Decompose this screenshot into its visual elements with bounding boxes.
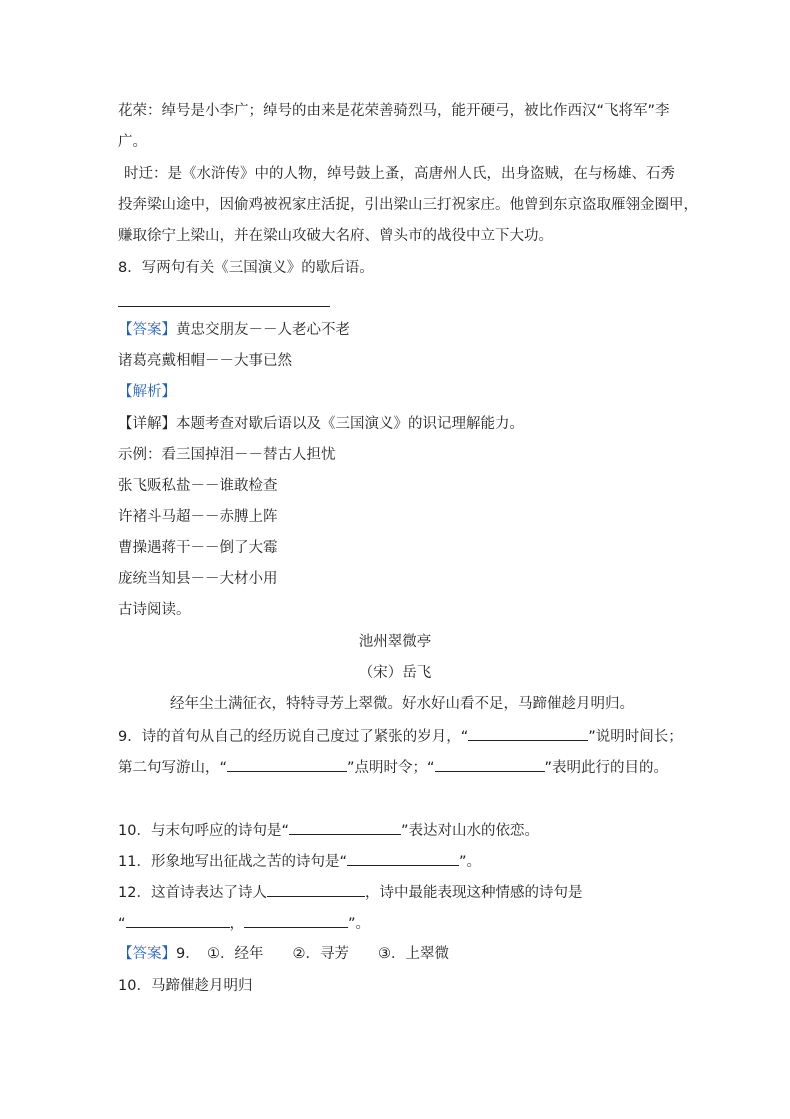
question-12-line2	[118, 913, 370, 934]
answer-blank	[435, 757, 545, 772]
example-3: 许褚斗马超－－赤膊上阵	[118, 509, 278, 525]
question-9-text-d: ”点明时令；“	[347, 760, 435, 776]
question-11-text-a: 11．形象地写出征战之苦的诗句是“	[118, 854, 347, 870]
question-12-text-a: 12．这首诗表达了诗人	[118, 885, 267, 901]
detail-text: 本题考查对歇后语以及《三国演义》的识记理解能力。	[176, 416, 524, 432]
question-12-text-d: ，	[229, 916, 245, 932]
answer-8-line2: 诸葛亮戴相帽－－大事已然	[118, 353, 292, 369]
question-9-text-b: ”说明时间长；	[588, 729, 683, 745]
question-9-text-a: 9．诗的首句从自己的经历说自己度过了紧张的岁月，“	[118, 729, 469, 745]
paragraph-shiqian: 时迁：是《水浒传》中的人物，绰号鼓上蚤，高唐州人氏，出身盗贼，在与杨雄、石秀	[124, 166, 675, 182]
example-5: 庞统当知县－－大材小用	[118, 571, 278, 587]
paragraph-huarong: 花荣：绰号是小李广；绰号的由来是花荣善骑烈马，能开硬弓，被比作西汉“飞将军”李	[118, 103, 670, 119]
paragraph-huarong-cont: 广。	[118, 134, 147, 150]
answer-blank	[227, 757, 347, 772]
analysis-tag: 【解析】	[118, 384, 176, 400]
answer-tag: 【答案】	[118, 322, 176, 338]
answer-8-line1	[118, 320, 350, 340]
answer-9-line	[118, 944, 449, 964]
answer-blank	[347, 851, 459, 866]
question-9-text-c: 第二句写游山，“	[118, 760, 228, 776]
question-11-text-b: ”。	[458, 854, 481, 870]
question-9-text-e: ”表明此行的目的。	[544, 760, 669, 776]
question-10-text-b: ”表达对山水的依恋。	[400, 823, 539, 839]
poem-title: 池州翠微亭	[358, 634, 432, 650]
question-8: 8．写两句有关《三国演义》的歇后语。	[118, 260, 374, 276]
answer-blank-line	[118, 306, 330, 307]
answer-tag: 【答案】	[118, 946, 176, 962]
answer-8-text1: 黄忠交朋友－－人老心不老	[176, 322, 350, 338]
question-11	[118, 851, 481, 872]
question-10-text-a: 10．与末句呼应的诗句是“	[118, 823, 289, 839]
poem-intro: 古诗阅读。	[118, 602, 191, 618]
answer-blank	[468, 726, 588, 741]
answer-10-line: 10．马蹄催趁月明归	[118, 978, 253, 994]
example-1: 示例：看三国掉泪－－替古人担忧	[118, 447, 336, 463]
poem-author: （宋）岳飞	[358, 665, 432, 681]
poem-text: 经年尘土满征衣，特特寻芳上翠微。好水好山看不足，马蹄催趁月明归。	[170, 696, 634, 712]
question-9-line1	[118, 726, 683, 747]
example-4: 曹操遇蒋干－－倒了大霉	[118, 540, 278, 556]
detail-line	[118, 414, 524, 434]
answer-blank	[267, 882, 365, 897]
answer-blank	[244, 913, 348, 928]
question-10	[118, 820, 539, 841]
answer-blank	[289, 820, 401, 835]
answer-9-text: 9． ①．经年 ②．寻芳 ③．上翠微	[176, 946, 449, 962]
question-12-text-e: ”。	[348, 916, 371, 932]
paragraph-shiqian-cont1: 投奔梁山途中，因偷鸡被祝家庄活捉，引出梁山三打祝家庄。他曾到东京盗取雁翎金圈甲，	[118, 197, 698, 213]
detail-tag: 【详解】	[118, 416, 176, 432]
example-2: 张飞贩私盐－－谁敢检查	[118, 478, 278, 494]
question-12-text-c: “	[118, 916, 126, 932]
question-12-line1	[118, 882, 582, 903]
question-9-line2	[118, 757, 668, 778]
answer-blank	[126, 913, 230, 928]
paragraph-shiqian-cont2: 赚取徐宁上梁山，并在梁山攻破大名府、曾头市的战役中立下大功。	[118, 228, 553, 244]
question-12-text-b: ，诗中最能表现这种情感的诗句是	[364, 885, 583, 901]
